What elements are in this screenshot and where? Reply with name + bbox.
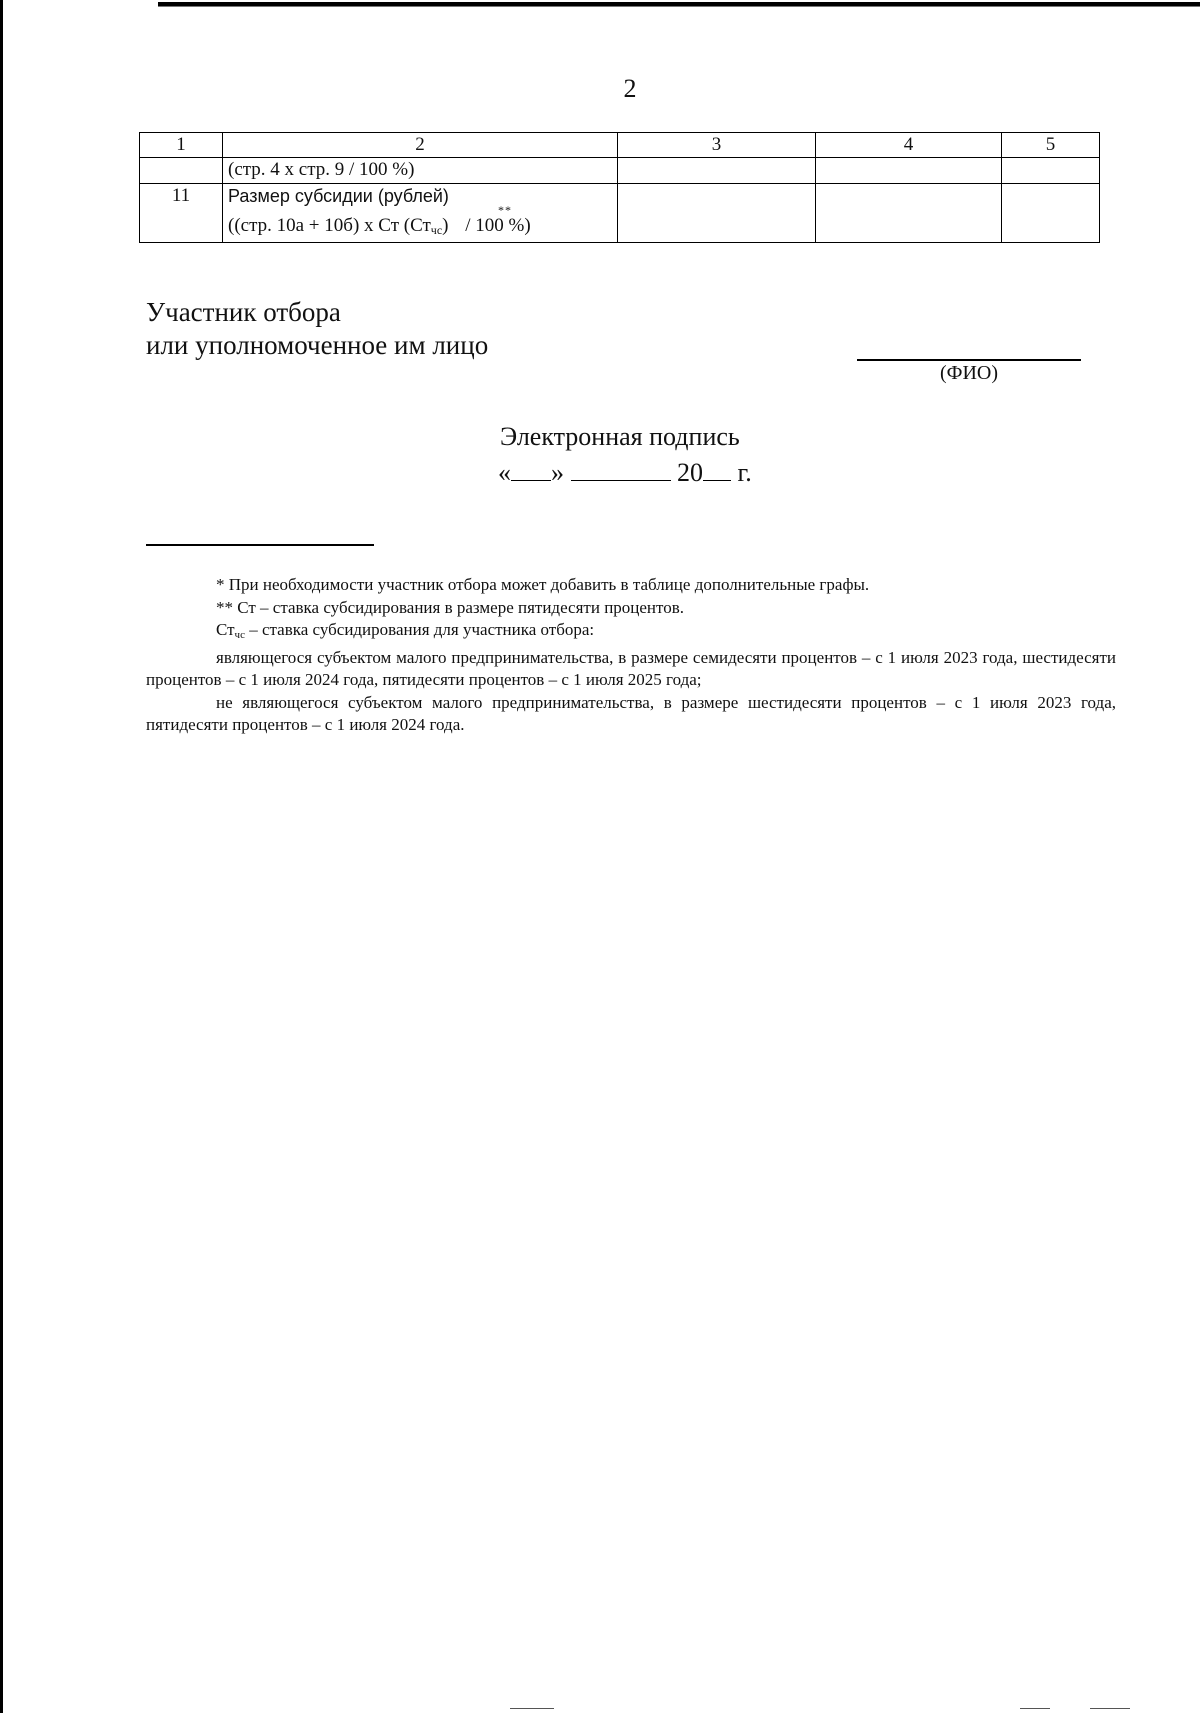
formula-footnote-marker: ** [498,203,512,217]
table-row [140,158,1100,184]
row-value-cell [618,184,816,243]
footnote-2: ** Ст – ставка субсидирования в размере пятидесяти процентов. [216,597,685,617]
footnote-1: * При необходимости участник отбора может добавить в таблице дополнительные графы. [216,575,870,594]
scan-speck [1090,1708,1130,1709]
formula-prefix: ((стр. 10а + 10б) х Ст (Ст [228,215,431,236]
scan-top-rule-shadow [158,6,1200,7]
row-value-cell [1002,158,1100,184]
date-open-quote: « [498,458,511,487]
row-number-cell [140,158,223,184]
electronic-signature-title: Электронная подпись [500,422,740,451]
date-close-quote: » [551,458,564,487]
footnote-4: являющегося субъектом малого предпринимательства, в размере семидесяти процентов – с 1 июля 2023 года, шестидесяти процентов – с 1 июля 2024 года, пятидесяти процентов – с 1 июля 2025 года; [146,647,1116,689]
table-header-cell: 4 [816,133,1002,158]
subsidy-size-title: Размер субсидии (рублей) [228,186,449,206]
table-header-cell: 1 [140,133,223,158]
table-row [140,184,1100,243]
participant-label [146,296,488,362]
row-description-cell [223,184,618,243]
fio-label: (ФИО) [939,362,998,384]
fio-signature-line [857,359,1081,361]
scan-speck [1020,1708,1050,1709]
row-value-cell [816,158,1002,184]
footnote-3-prefix: Ст [216,620,235,639]
subsidy-formula [228,203,612,242]
table-header-row [140,133,1100,158]
formula-suffix: / 100 %) [460,215,531,236]
table-header-cell: 2 [223,133,618,158]
footnote-5: не являющегося субъектом малого предпринимательства, в размере шестидесяти процентов – с 1 июля 2023 года, пятидесяти процентов – с 1 июля 2024 года. [146,692,1116,734]
date-day-blank [511,454,551,481]
participant-line-1: Участник отбора [146,297,341,327]
footnote-separator [146,544,374,546]
footnotes [146,574,1116,737]
participant-line-2: или уполномоченное им лицо [146,330,489,360]
footnote-3-subscript: чс [234,629,245,641]
scan-left-edge [0,0,3,1713]
date-year-suffix: г. [737,458,752,487]
row-number-cell: 11 [140,184,223,243]
signature-date-line [440,454,840,490]
table-header-cell: 3 [618,133,816,158]
date-month-blank [571,454,671,481]
row-value-cell [816,184,1002,243]
date-year-blank [703,454,731,481]
row-description-cell: (стр. 4 х стр. 9 / 100 %) [223,158,618,184]
footnote-3 [146,619,1116,647]
subsidy-calculation-table [139,132,1100,243]
row-value-cell [1002,184,1100,243]
page-number: 2 [623,74,637,103]
table-header-cell: 5 [1002,133,1100,158]
formula-close-paren: ) [442,215,449,236]
electronic-signature-block [440,420,840,490]
footnote-3-text: – ставка субсидирования для участника отбора: [244,620,595,639]
scan-speck [510,1708,554,1709]
formula-subscript: чс [430,223,443,237]
date-year-prefix: 20 [677,458,703,487]
row-value-cell [618,158,816,184]
